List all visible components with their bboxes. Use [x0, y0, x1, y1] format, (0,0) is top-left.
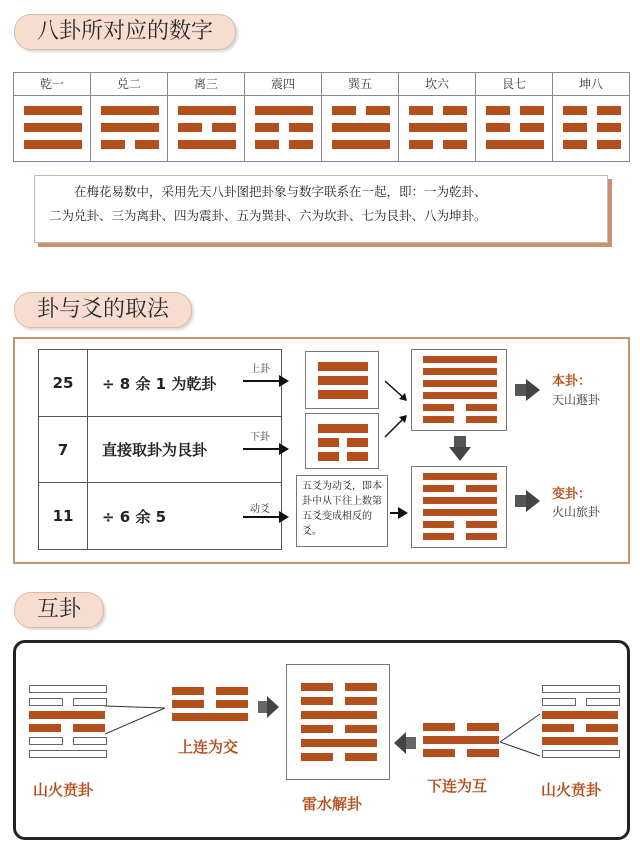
outline-yin-line-right [73, 737, 107, 745]
yin-line-right [597, 123, 621, 132]
yin-line-left [29, 724, 61, 732]
right-arrow-icon [258, 696, 280, 718]
yang-line [542, 711, 618, 719]
trigram-label: 巽五 [322, 73, 399, 96]
trigram-glyph [14, 96, 90, 156]
right-hexagram-name: 山火贲卦 [541, 781, 602, 799]
yang-line [101, 123, 159, 132]
arrow-label-lower: 下卦 [250, 432, 270, 443]
trigram-glyph [245, 96, 321, 156]
note-line-2: 二为兑卦、三为离卦、四为震卦、五为巽卦、六为坎卦、七为艮卦、八为坤卦。 [49, 208, 487, 223]
merge-arrows [383, 375, 413, 445]
calc-desc: 直接取卦为艮卦 [88, 417, 282, 483]
yin-line-right [345, 683, 377, 691]
yin-line-right [466, 485, 497, 492]
yin-line-right [289, 140, 313, 149]
yang-line [332, 123, 390, 132]
trigram-glyph [399, 96, 475, 156]
arrow-to-changed [390, 512, 406, 514]
yin-line-left [101, 140, 125, 149]
trigram-label: 乾一 [14, 73, 91, 96]
trigram-label: 震四 [245, 73, 322, 96]
yin-line-right [347, 438, 368, 447]
trigram-table [13, 72, 630, 162]
yin-line-right [467, 749, 499, 757]
yin-line-right [597, 140, 621, 149]
arrow-label-upper: 上卦 [250, 364, 270, 375]
down-arrow-icon [449, 436, 471, 462]
right-hexagram [540, 685, 620, 765]
yin-line-right [345, 725, 377, 733]
calc-number: 11 [39, 483, 88, 550]
explanation-note [34, 175, 608, 243]
arrow-lower [243, 448, 287, 450]
outline-yin-line-right [586, 698, 620, 706]
yin-line-left [301, 725, 333, 733]
yin-line-left [409, 106, 433, 115]
original-hexagram-name: 天山遯卦 [552, 393, 601, 407]
yin-line-left [332, 106, 356, 115]
yang-line [542, 737, 618, 745]
yin-line-right [366, 106, 390, 115]
yin-line-left [172, 700, 204, 708]
upper-mutual-trigram [172, 687, 250, 727]
note-line-1: 在梅花易数中，采用先天八卦图把卦象与数字联系在一起，即：一为乾卦、 [74, 184, 487, 199]
trigram-glyph [91, 96, 167, 156]
yin-line-right [347, 452, 368, 461]
lower-mutual-label: 下连为互 [427, 777, 488, 795]
outline-yin-line-left [29, 698, 63, 706]
yin-line-left [563, 123, 587, 132]
yin-line-left [318, 438, 339, 447]
yang-line [172, 713, 248, 721]
outline-yin-line-left [29, 737, 63, 745]
yang-line [423, 380, 497, 387]
yin-line-right [586, 724, 618, 732]
yang-line [332, 140, 390, 149]
yin-line-left [423, 749, 455, 757]
yin-line-right [216, 687, 248, 695]
outline-yang-line [542, 750, 620, 758]
yin-line-left [301, 697, 333, 705]
yang-line [24, 106, 82, 115]
trigram-label: 兑二 [91, 73, 168, 96]
calc-desc: ÷ 8 余 1 为乾卦 [88, 350, 282, 417]
yang-line [318, 390, 368, 399]
yin-line-left [172, 687, 204, 695]
calc-number: 7 [39, 417, 88, 483]
yang-line [423, 356, 497, 363]
upper-trigram-box [305, 351, 379, 409]
outline-yang-line [29, 685, 107, 693]
yin-line-left [423, 723, 455, 731]
left-hexagram-name: 山火贲卦 [33, 781, 94, 799]
trigram-label: 离三 [168, 73, 245, 96]
yin-line-left [255, 140, 279, 149]
yin-line-left [301, 683, 333, 691]
yin-line-right [345, 753, 377, 761]
yin-line-left [486, 123, 510, 132]
yang-line [318, 362, 368, 371]
trigram-glyph [553, 96, 629, 156]
yang-line [255, 106, 313, 115]
yang-line [178, 140, 236, 149]
yin-line-right [467, 723, 499, 731]
yin-line-left [423, 533, 454, 540]
yin-line-left [301, 753, 333, 761]
outline-yin-line-left [542, 698, 576, 706]
lower-mutual-trigram [423, 723, 501, 763]
yin-line-left [409, 140, 433, 149]
lower-trigram-box [305, 413, 379, 469]
yang-line [24, 123, 82, 132]
yang-line [423, 392, 497, 399]
yin-line-right [466, 521, 497, 528]
yin-line-right [212, 123, 236, 132]
yin-line-right [520, 106, 544, 115]
original-hexagram-box [411, 349, 507, 431]
yin-line-right [520, 123, 544, 132]
yang-line [318, 424, 368, 433]
yang-line [24, 140, 82, 149]
yin-line-right [443, 106, 467, 115]
yin-line-left [542, 724, 574, 732]
trigram-label: 艮七 [476, 73, 553, 96]
trigram-glyph [168, 96, 244, 156]
left-arrow-icon [394, 732, 416, 754]
yin-line-left [318, 452, 339, 461]
yin-line-left [255, 123, 279, 132]
yang-line [301, 739, 377, 747]
yang-line [423, 497, 497, 504]
yang-line [301, 711, 377, 719]
yin-line-right [216, 700, 248, 708]
yin-line-right [466, 416, 497, 423]
yang-line [423, 368, 497, 375]
yang-line [101, 106, 159, 115]
yang-line [409, 123, 467, 132]
trigram-glyph [476, 96, 552, 156]
changed-hexagram-title: 变卦： [552, 487, 592, 502]
outline-yin-line-right [73, 698, 107, 706]
arrow-moving [243, 516, 287, 518]
yang-line [423, 509, 497, 516]
changed-hexagram-name: 火山旅卦 [552, 505, 601, 519]
yang-line [423, 736, 499, 744]
yin-line-left [486, 106, 510, 115]
original-hexagram-title: 本卦： [552, 374, 592, 389]
changed-hexagram-box [411, 466, 507, 548]
outline-yang-line [29, 750, 107, 758]
yin-line-right [466, 533, 497, 540]
center-hexagram-name: 雷水解卦 [302, 795, 363, 813]
yin-line-right [135, 140, 159, 149]
section-title-numbers: 八卦所对应的数字 [14, 14, 236, 50]
yang-line [29, 711, 105, 719]
yin-line-left [423, 404, 454, 411]
right-connector [498, 712, 542, 758]
yin-line-right [289, 123, 313, 132]
arrow-label-moving: 动爻 [250, 504, 270, 515]
left-connector [105, 700, 173, 740]
yin-line-left [563, 140, 587, 149]
section-title-mutual: 互卦 [14, 592, 104, 628]
center-hexagram [301, 683, 377, 767]
trigram-glyph [322, 96, 398, 156]
trigram-label: 坎六 [399, 73, 476, 96]
yin-line-left [423, 416, 454, 423]
yin-line-left [423, 485, 454, 492]
trigram-label: 坤八 [553, 73, 630, 96]
upper-mutual-label: 上连为交 [178, 738, 239, 756]
yin-line-right [597, 106, 621, 115]
yin-line-left [178, 123, 202, 132]
yin-line-right [345, 697, 377, 705]
yin-line-right [466, 404, 497, 411]
arrow-upper [243, 380, 287, 382]
yang-line [178, 106, 236, 115]
moving-line-explain: 五爻为动爻，即本卦中从下往上数第五爻变成相反的爻。 [296, 475, 388, 547]
yang-line [486, 140, 544, 149]
section-title-method: 卦与爻的取法 [14, 292, 192, 328]
yang-line [423, 473, 497, 480]
left-hexagram [27, 685, 107, 765]
right-arrow-icon [515, 490, 541, 512]
right-arrow-icon [515, 379, 541, 401]
yin-line-right [443, 140, 467, 149]
yin-line-left [423, 521, 454, 528]
outline-yang-line [542, 685, 620, 693]
calc-desc: ÷ 6 余 5 [88, 483, 282, 550]
center-hexagram-box [286, 664, 390, 780]
yin-line-right [73, 724, 105, 732]
yin-line-left [563, 106, 587, 115]
calc-number: 25 [39, 350, 88, 417]
yang-line [318, 376, 368, 385]
